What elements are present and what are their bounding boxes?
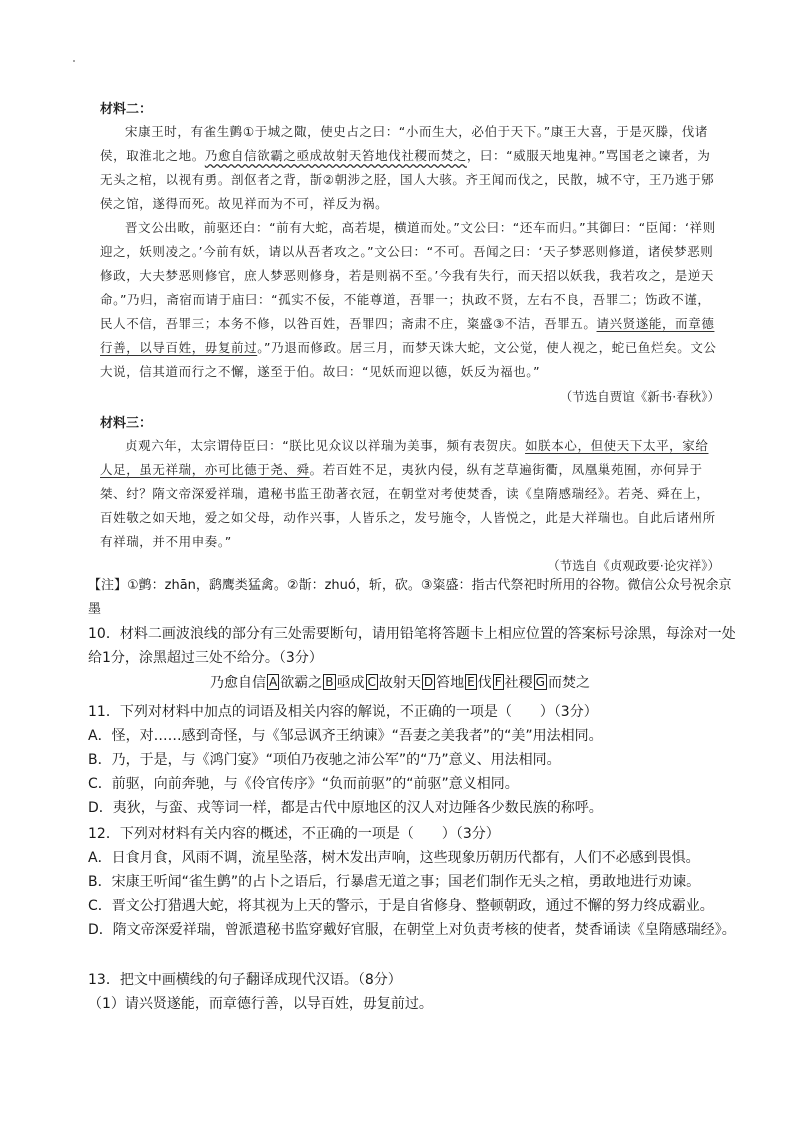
material2-body (100, 120, 720, 384)
q11-option-d: D．夷狄，与蛮、戎等词一样，都是古代中原地区的汉人对边陲各少数民族的称呼。 (88, 800, 603, 816)
material2-paragraph-1 (100, 120, 720, 216)
material2-p2-text-a: 晋文公出畋，前驱还白：“前有大蛇，高若堤，横道而处。”文公曰：“还车而归。”其御曰：“臣闻：‘祥则迎之，妖则凌之。’今前有妖，请以从吾者攻之。”文公曰：“不可。吾闻之曰：‘天子梦恶则修道，诸侯梦恶则修政，大夫梦恶则修官，庶人梦恶则修身，若是则祸不至。’今我有失行，而天招以妖我，我若攻之，是逆天命。”乃归，斋宿而请于庙曰：“孤实不佞，不能尊道，吾罪一；执政不贤，左右不良，吾罪二；饬政不谨，民人不信，吾罪三；本务不修，以咎百姓，吾罪四；斋肃不庄，粢盛③不洁，吾罪五。 (100, 220, 716, 331)
question-10-text: 10．材料二画波浪线的部分有三处需要断句，请用铅笔将答题卡上相应位置的答案标号涂黑，每涂对一处给1分，涂黑超过三处不给分。（3分） (88, 626, 736, 666)
question-13 (88, 968, 748, 1016)
q10-option-box-c[interactable]: C (367, 675, 376, 689)
q12-option-b: B．宋康王听闻“雀生鹯”的占卜之语后，行暴虐无道之事；国老们制作无头之棺，勇敢地进行劝谏。 (88, 874, 701, 890)
q11-option-b: B．乃，于是，与《鸿门宴》“项伯乃夜驰之沛公军”的“乃”意义、用法相同。 (88, 752, 561, 768)
q10-option-box-f[interactable]: F (494, 675, 502, 689)
q10-segment: 欲霸之 (280, 675, 323, 691)
q10-segment: 乃愈自信 (210, 675, 267, 691)
q10-segment: 伐 (477, 675, 492, 691)
q10-segment: 而焚之 (547, 675, 590, 691)
question-11 (88, 700, 748, 820)
material2-p2-text-b: 。”乃退而修政。居三月，而梦天诛大蛇，文公觉，使人视之，蛇已鱼烂矣。文公大说，信其道而行之不懈，遂至于伯。故曰：“见妖而迎以德，妖反为福也。” (100, 340, 717, 379)
q11-option-c: C．前驱，向前奔驰，与《伶官传序》“负而前驱”的“前驱”意义相同。 (88, 776, 519, 792)
question-13-text: 13．把文中画横线的句子翻译成现代汉语。（8分） (88, 972, 402, 988)
question-11-text: 11．下列对材料中加点的词语及相关内容的解说，不正确的一项是（ ）（3分） (88, 704, 598, 720)
q10-option-box-g[interactable]: G (535, 675, 545, 689)
annotation-note: 【注】①鹯：zhān，鹞鹰类猛禽。②斮：zhuó，斩，砍。③粢盛：指古代祭祀时所用的谷物。微信公众号祝余京墨 (88, 578, 732, 617)
material2-p1-text-b: ，曰：“威服天地鬼神。”骂国老之谏者，为无头之棺，以视有勇。剖伛者之背，斮②朝涉之胫，国人大骇。齐王闻而伐之，民散，城不守，王乃逃于郳侯之馆，遂得而死。故见祥而为不可，祥反为祸。 (100, 148, 715, 211)
q10-segment: 故射天 (378, 675, 421, 691)
question-13-item-1: （1）请兴贤遂能，而章德行善，以导百姓，毋复前过。 (88, 996, 433, 1012)
material3-paragraph (100, 434, 720, 554)
q10-option-box-a[interactable]: A (269, 675, 278, 689)
q12-option-a: A．日食月食，风雨不调，流星坠落，树木发出声响，这些现象历朝历代都有，人们不必感到畏惧。 (88, 850, 700, 866)
underlined-sentence-2: 如朕本心，但使天下太平，家给人足，虽无祥瑞，亦可比德于尧、舜 (100, 438, 709, 477)
q10-option-box-b[interactable]: B (325, 675, 334, 689)
q10-segment: 笞地 (436, 675, 465, 691)
material3-body (100, 434, 720, 554)
question-10 (88, 622, 748, 670)
question-12 (88, 822, 748, 942)
material3-text-b: 。若百姓不足，夷狄内侵，纵有芝草遍街衢，凤凰巢苑囿，亦何异于桀、纣？隋文帝深爱祥瑞，遣秘书监王劭著衣冠，在朝堂对考使焚香，读《皇隋感瑞经》。若尧、舜在上，百姓敬之如天地，爱之如父母，动作兴事，人皆乐之，发号施令，人皆悦之，此是大祥瑞也。自此后诸州所有祥瑞，并不用申奏。” (100, 462, 716, 549)
q11-option-a: A．怪，对……感到奇怪，与《邹忌讽齐王纳谏》“吾妻之美我者”的“美”用法相同。 (88, 728, 603, 744)
q12-option-c: C．晋文公打猎遇大蛇，将其视为上天的警示，于是自省修身、整顿朝政，通过不懈的努力终成霸业。 (88, 898, 714, 914)
material2-paragraph-2 (100, 216, 720, 384)
material2-source: （节选自贾谊《新书·春秋》） (559, 389, 720, 404)
q12-option-d: D．隋文帝深爱祥瑞，曾派遣秘书监穿戴好官服，在朝堂上对负责考核的使者，焚香诵读《皇隋感瑞经》。 (88, 922, 736, 938)
q10-segment: 社稷 (504, 675, 533, 691)
underlined-sentence-1: 请兴贤遂能，而章德行善，以导百姓，毋复前过 (100, 316, 715, 355)
material2-p1-text-a: 宋康王时，有雀生鹯①于城之陬，使史占之曰：“小而生大，必伯于天下。”康王大喜，于是灭滕，伐诸侯，取淮北之地。 (100, 124, 709, 163)
material3-source: （节选自《贞观政要·论灾祥》） (547, 558, 720, 573)
q10-option-box-d[interactable]: D (423, 675, 434, 689)
material2-heading: 材料二： (100, 102, 153, 117)
material3-text-a: 贞观六年，太宗谓侍臣曰：“朕比见众议以祥瑞为美事，频有表贺庆。 (125, 438, 526, 453)
wavy-underlined-passage: 乃愈自信欲霸之亟成故射天笞地伐社稷而焚之 (204, 148, 467, 163)
question-12-text: 12．下列对材料有关内容的概述，不正确的一项是（ ）（3分） (88, 826, 500, 842)
q10-segment: 亟成 (336, 675, 365, 691)
scan-speck (73, 60, 75, 62)
q10-segmented-line (0, 672, 800, 692)
material3-heading: 材料三： (100, 416, 153, 431)
q10-option-box-e[interactable]: E (467, 675, 475, 689)
